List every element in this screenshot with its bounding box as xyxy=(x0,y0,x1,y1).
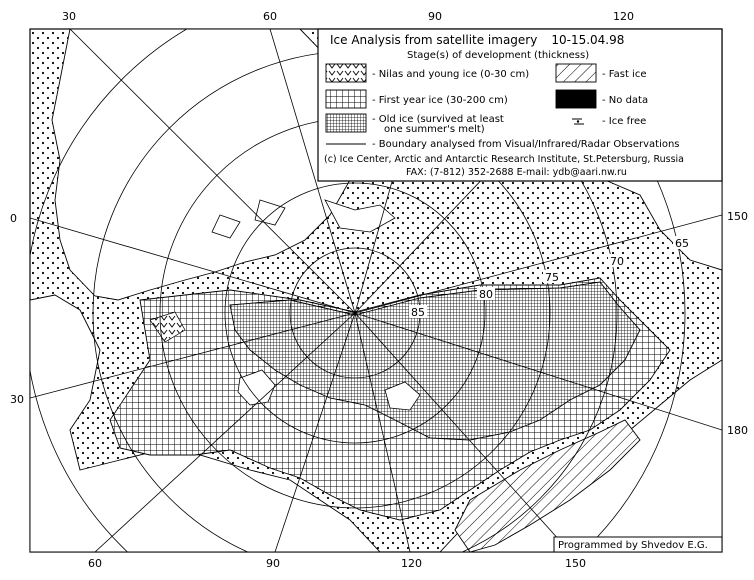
fast-ice-swatch xyxy=(556,64,596,82)
legend-box xyxy=(318,29,722,181)
old-ice-swatch xyxy=(326,114,366,132)
no-data-swatch xyxy=(556,90,596,108)
legend-no-data: - No data xyxy=(602,95,649,106)
edge-label-top-60: 60 xyxy=(263,10,277,23)
edge-label-top-120: 120 xyxy=(613,10,634,23)
legend-ice-free: - Ice free xyxy=(602,116,647,127)
lat-label-80: 80 xyxy=(479,288,493,301)
lat-label-85: 85 xyxy=(411,306,425,319)
nilas-swatch xyxy=(326,64,366,82)
legend-fast: - Fast ice xyxy=(602,69,647,80)
legend-old-2: one summer's melt) xyxy=(384,124,485,135)
edge-label-right-150: 150 xyxy=(727,210,748,223)
legend-title: Ice Analysis from satellite imagery 10-15.04.98 xyxy=(330,33,625,47)
credit-institute: (c) Ice Center, Arctic and Antarctic Research Institute, St.Petersburg, Russia xyxy=(324,154,685,165)
programmer-box xyxy=(554,537,722,552)
legend-subtitle: Stage(s) of development (thickness) xyxy=(407,50,590,61)
edge-label-top-30: 30 xyxy=(62,10,76,23)
edge-label-bottom-150: 150 xyxy=(565,557,586,570)
lat-label-70: 70 xyxy=(610,255,624,268)
programmer-credit: Programmed by Shvedov E.G. xyxy=(558,540,708,551)
edge-label-left-0: 0 xyxy=(10,212,17,225)
lat-label-75: 75 xyxy=(545,271,559,284)
edge-label-bottom-60: 60 xyxy=(88,557,102,570)
legend-old-1: - Old ice (survived at least xyxy=(372,114,504,125)
edge-label-bottom-90: 90 xyxy=(266,557,280,570)
edge-label-right-180: 180 xyxy=(727,424,748,437)
legend-nilas: - Nilas and young ice (0-30 cm) xyxy=(372,69,530,80)
legend-boundary: - Boundary analysed from Visual/Infrared/Radar Observations xyxy=(372,139,680,150)
legend-first-year: - First year ice (30-200 cm) xyxy=(372,95,508,106)
edge-label-left-30: 30 xyxy=(10,393,24,406)
first-year-swatch xyxy=(326,90,366,108)
credit-contact: FAX: (7-812) 352-2688 E-mail: ydb@aari.nw.ru xyxy=(406,167,627,178)
edge-label-bottom-120: 120 xyxy=(401,557,422,570)
edge-label-top-90: 90 xyxy=(428,10,442,23)
lat-label-65: 65 xyxy=(675,237,689,250)
